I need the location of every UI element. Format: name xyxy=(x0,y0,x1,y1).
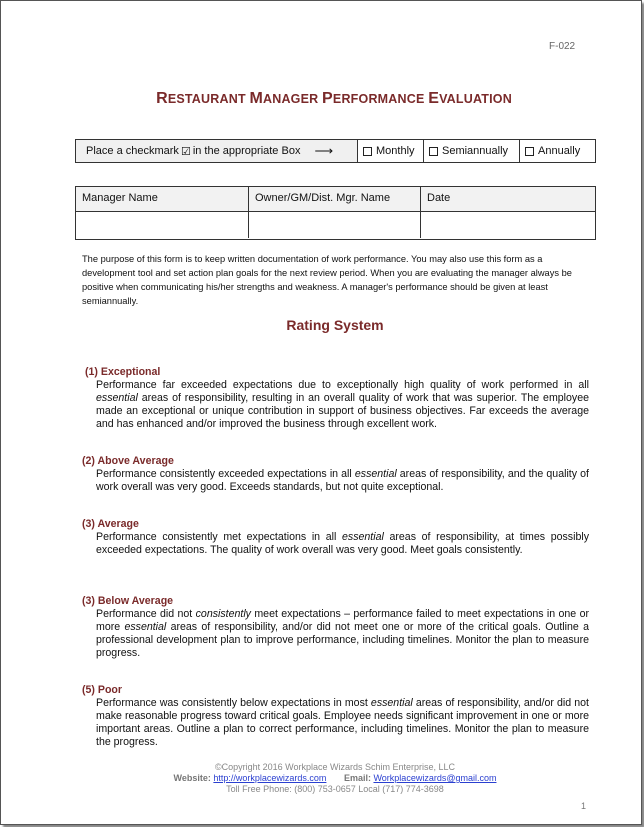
checkmark-instruction xyxy=(76,140,358,162)
rating-poor xyxy=(82,684,589,749)
rating-description: Performance was consistently below expectations in most essential areas of responsibility, and/or did not make reasonable progress toward critical goals. Employee needs significant improvement in one or more important areas. Outline a plan to correct performance, including timelines. Monitor the plan to measure the progress. xyxy=(96,697,589,748)
title-rest: ANAGER xyxy=(263,92,323,106)
table-header-row xyxy=(76,187,595,212)
table-row xyxy=(76,212,595,238)
rating-average xyxy=(82,518,589,557)
rating-description: Performance far exceeded expectations due to exceptionally high quality of work performed in all essential areas of responsibility, resulting in an overall quality of work that was superior. The employee made an exceptional or unique contribution in support of business objectives. Far exceeds the average and has enhanced and/or improved the business through excellent work. xyxy=(96,379,589,430)
checkbox-checked-icon: ☑ xyxy=(180,145,191,158)
header-date: Date xyxy=(427,192,451,204)
form-code: F-022 xyxy=(549,41,576,52)
rating-heading: (3) Average xyxy=(82,518,139,530)
title-rest: ESTAURANT xyxy=(167,92,250,106)
instruction-text: Place a checkmark xyxy=(86,145,179,157)
rating-above-average xyxy=(82,455,589,494)
rating-heading: (3) Below Average xyxy=(82,595,174,607)
option-annually[interactable] xyxy=(520,140,593,162)
frequency-table xyxy=(75,139,596,163)
rating-heading: (5) Poor xyxy=(82,684,123,696)
header-owner-name: Owner/GM/Dist. Mgr. Name xyxy=(249,187,421,211)
phone-text: Toll Free Phone: (800) 753-0657 Local (717) 774-3698 xyxy=(226,784,444,794)
rating-below-average xyxy=(82,595,589,660)
contact-line xyxy=(1,773,644,784)
checkbox-icon[interactable] xyxy=(429,147,438,156)
rating-description: Performance consistently met expectations in all essential areas of responsibility, at times possibly exceeded expectations. The quality of work overall was very good. Meet goals consistently. xyxy=(96,531,589,556)
website-link[interactable]: http://workplacewizards.com xyxy=(213,773,327,783)
page-footer xyxy=(1,762,644,795)
checkbox-icon[interactable] xyxy=(525,147,534,156)
email-label: Email: xyxy=(343,773,371,783)
option-monthly[interactable] xyxy=(358,140,424,162)
arrow-right-icon: ⟶ xyxy=(314,143,334,158)
date-field[interactable] xyxy=(421,212,593,238)
rating-heading: (1) Exceptional xyxy=(85,366,161,378)
rating-description: Performance consistently exceeded expectations in all essential areas of responsibility, and the quality of work overall was very good. Exceeds standards, but not quite exceptional. xyxy=(96,468,589,493)
instruction-text: in the appropriate Box xyxy=(192,145,301,157)
title-initial: P xyxy=(322,90,333,107)
option-label: Semiannually xyxy=(442,145,509,157)
manager-name-field[interactable] xyxy=(76,212,249,238)
rating-exceptional xyxy=(82,366,589,431)
title-rest: VALUATION xyxy=(439,92,512,106)
purpose-paragraph: The purpose of this form is to keep written documentation of work performance. You may also use this form as a development tool and set action plan goals for the next review period. When you are evaluating the manager always be positive when communicating his/her strengths and weakness. A manager's performance should be given at least semiannually. xyxy=(82,254,572,306)
rating-description: Performance did not consistently meet expectations – performance failed to meet expectations in one or more essential areas of responsibility, and/or did not meet one or more of the critical goals. Outline a professional development plan to improve performance, including timelines. Monitor the plan to measure progress. xyxy=(96,608,589,659)
email-link[interactable]: Workplacewizards@gmail.com xyxy=(373,773,497,783)
title-initial: R xyxy=(156,90,168,107)
title-initial: E xyxy=(428,90,440,107)
page-title xyxy=(1,90,644,108)
title-rest: ERFORMANCE xyxy=(332,92,429,106)
option-label: Monthly xyxy=(376,145,415,157)
checkbox-icon[interactable] xyxy=(363,147,372,156)
title-initial: M xyxy=(249,90,263,107)
option-label: Annually xyxy=(538,145,581,157)
rating-system-heading: Rating System xyxy=(286,317,384,333)
copyright-text: ©Copyright 2016 Workplace Wizards Schim Enterprise, LLC xyxy=(214,762,456,772)
page-number: 1 xyxy=(581,801,587,811)
owner-name-field[interactable] xyxy=(249,212,421,238)
header-manager-name: Manager Name xyxy=(76,187,249,211)
manager-info-table xyxy=(75,186,596,240)
option-semiannually[interactable] xyxy=(424,140,520,162)
rating-heading: (2) Above Average xyxy=(82,455,174,467)
website-label: Website: xyxy=(173,773,211,783)
